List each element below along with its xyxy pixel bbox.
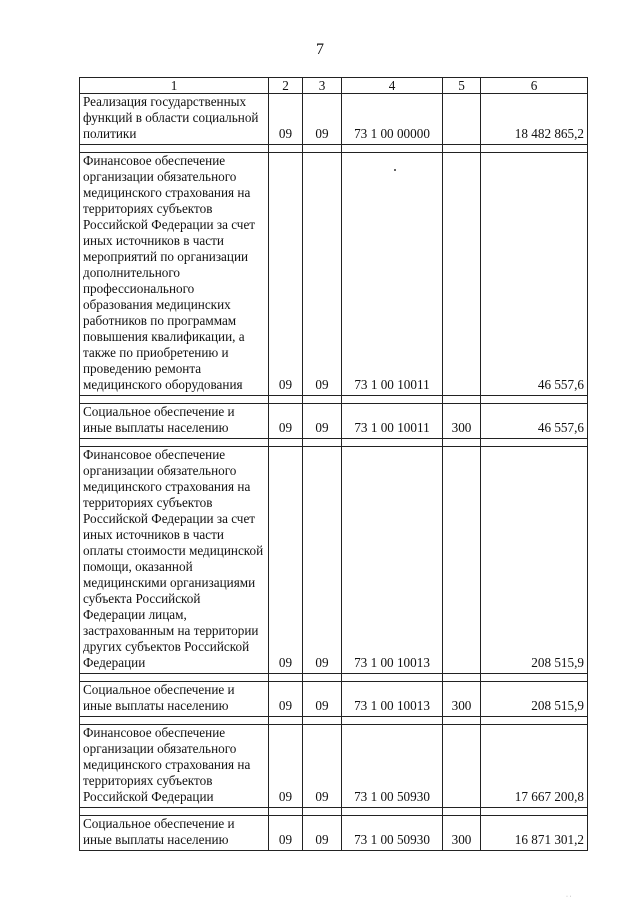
subsection-code: 09 xyxy=(303,447,342,674)
table-row xyxy=(80,404,588,439)
expense-type-code: 300 xyxy=(443,404,481,439)
row-separator xyxy=(80,145,588,153)
amount: 17 667 200,8 xyxy=(481,725,588,808)
expense-type-code: 300 xyxy=(443,816,481,851)
table-row xyxy=(80,447,588,674)
row-separator xyxy=(80,717,588,725)
section-code: 09 xyxy=(269,816,303,851)
amount: 16 871 301,2 xyxy=(481,816,588,851)
scan-artifact-mark: · · xyxy=(566,894,572,900)
subsection-code: 09 xyxy=(303,816,342,851)
subsection-code: 09 xyxy=(303,682,342,717)
section-code: 09 xyxy=(269,153,303,396)
table-row xyxy=(80,94,588,145)
row-name: Финансовое обеспечение организации обязательного медицинского страхования на территориях субъектов Российской Федерации xyxy=(80,725,269,808)
row-name: Социальное обеспечение и иные выплаты населению xyxy=(80,816,269,851)
expense-type-code xyxy=(443,94,481,145)
subsection-code: 09 xyxy=(303,725,342,808)
subsection-code: 09 xyxy=(303,153,342,396)
table-row xyxy=(80,682,588,717)
subsection-code: 09 xyxy=(303,404,342,439)
amount: 46 557,6 xyxy=(481,404,588,439)
column-header: 4 xyxy=(342,78,443,94)
section-code: 09 xyxy=(269,447,303,674)
table-row xyxy=(80,153,588,396)
row-separator xyxy=(80,674,588,682)
budget-table xyxy=(79,77,588,851)
target-article-code: 73 1 00 50930 xyxy=(342,725,443,808)
table-header-row xyxy=(80,78,588,94)
section-code: 09 xyxy=(269,94,303,145)
expense-type-code xyxy=(443,447,481,674)
column-header: 6 xyxy=(481,78,588,94)
row-name: Финансовое обеспечение организации обязательного медицинского страхования на территориях субъектов Российской Федерации за счет иных источников в части оплаты стоимости медицинской помощи, оказанной медицинскими организациями субъекта Российской Федерации лицам, застрахованным на территории других субъектов Российской Федерации xyxy=(80,447,269,674)
row-separator xyxy=(80,808,588,816)
amount: 208 515,9 xyxy=(481,447,588,674)
row-separator xyxy=(80,439,588,447)
column-header: 5 xyxy=(443,78,481,94)
amount: 208 515,9 xyxy=(481,682,588,717)
row-name: Социальное обеспечение и иные выплаты населению xyxy=(80,682,269,717)
row-name: Реализация государственных функций в области социальной политики xyxy=(80,94,269,145)
section-code: 09 xyxy=(269,404,303,439)
target-article-code: 73 1 00 10013 xyxy=(342,682,443,717)
table-row xyxy=(80,725,588,808)
target-article-code: 73 1 00 00000 xyxy=(342,94,443,145)
section-code: 09 xyxy=(269,725,303,808)
page-number: 7 xyxy=(316,41,324,58)
amount: 18 482 865,2 xyxy=(481,94,588,145)
target-article-code: 73 1 00 10013 xyxy=(342,447,443,674)
row-name: Социальное обеспечение и иные выплаты населению xyxy=(80,404,269,439)
section-code: 09 xyxy=(269,682,303,717)
table-row xyxy=(80,816,588,851)
expense-type-code xyxy=(443,725,481,808)
subsection-code: 09 xyxy=(303,94,342,145)
row-separator xyxy=(80,396,588,404)
column-header: 2 xyxy=(269,78,303,94)
amount: 46 557,6 xyxy=(481,153,588,396)
expense-type-code xyxy=(443,153,481,396)
column-header: 3 xyxy=(303,78,342,94)
target-article-code: 73 1 00 10011 xyxy=(342,153,443,396)
expense-type-code: 300 xyxy=(443,682,481,717)
target-article-code: 73 1 00 50930 xyxy=(342,816,443,851)
row-name: Финансовое обеспечение организации обязательного медицинского страхования на территориях субъектов Российской Федерации за счет иных источников в части мероприятий по организации дополнительного профессионального образования медицинских работников по программам повышения квалификации, а также по приобретению и проведению ремонта медицинского оборудования xyxy=(80,153,269,396)
target-article-code: 73 1 00 10011 xyxy=(342,404,443,439)
column-header: 1 xyxy=(80,78,269,94)
